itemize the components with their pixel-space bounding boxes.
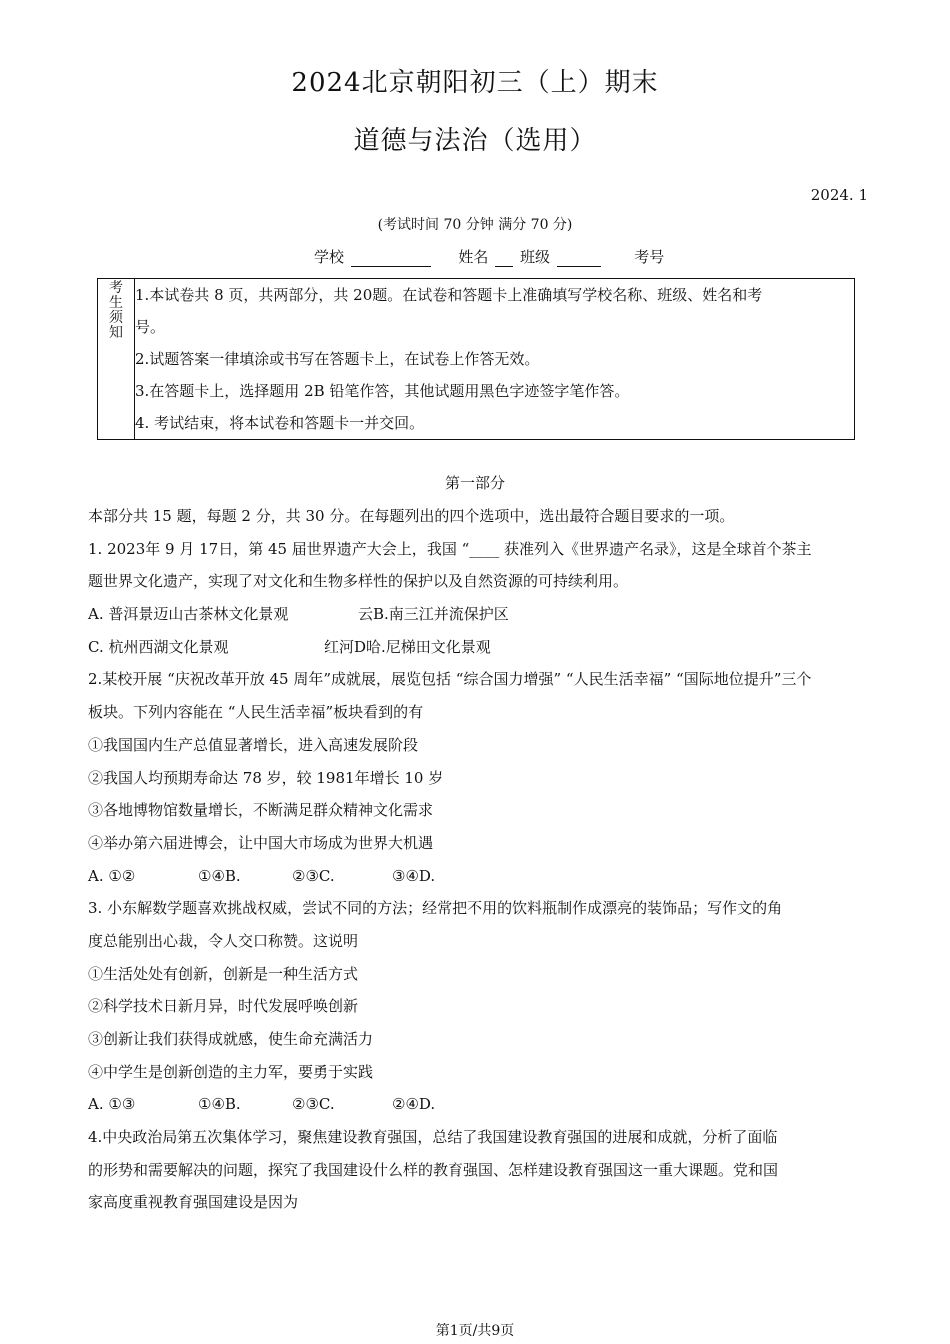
exam-date: 2024. 1 <box>810 186 868 204</box>
answer-options <box>88 1088 863 1121</box>
questions-body <box>88 500 863 1219</box>
answer-options <box>88 860 863 893</box>
answer-options <box>88 598 863 631</box>
option-d: 红河D哈.尼梯田文化景观 <box>324 637 491 656</box>
statement: ④中学生是创新创造的主力军，要勇于实践 <box>88 1062 374 1081</box>
question-text: 板块。下列内容能在 “人民生活幸福”板块看到的有 <box>88 703 424 722</box>
question-text: 1. 2023年 9 月 17日，第 45 届世界遗产大会上，我国 “____ 获准列入《世界遗产名录》，这是全球首个茶主 <box>88 539 812 558</box>
question-text: 题世界文化遗产，实现了对文化和生物多样性的保护以及自然资源的可持续利用。 <box>88 572 629 591</box>
question-text: 的形势和需要解决的问题，探究了我国建设什么样的教育强国、怎样建设教育强国这一重大课题。党和国 <box>88 1160 779 1179</box>
notice-item: 3.在答题卡上，选择题用 2B 铅笔作答，其他试题用黑色字迹签字笔作答。 <box>135 382 630 400</box>
answer-options <box>88 631 863 664</box>
exam-title: 2024北京朝阳初三（上）期末 <box>291 68 659 98</box>
option-a: A. ①② <box>88 866 136 885</box>
notice-side-label: 考 生 须 知 <box>98 279 135 439</box>
name-blank <box>495 250 513 267</box>
notice-item: 2.试题答案一律填涂或书写在答题卡上，在试卷上作答无效。 <box>135 350 540 368</box>
option-d: ③④D. <box>392 866 436 885</box>
student-notice-box <box>97 278 855 440</box>
school-blank <box>351 250 431 267</box>
option-d: ②④D. <box>392 1095 436 1114</box>
option-c: C. 杭州西湖文化景观 <box>88 637 229 656</box>
option-c: ②③C. <box>292 866 335 885</box>
exam-subject: 道德与法治（选用） <box>353 126 597 156</box>
question-text: 家高度重视教育强国建设是因为 <box>88 1193 299 1212</box>
option-a: A. 普洱景迈山古茶林文化景观 <box>88 605 289 624</box>
class-blank <box>557 250 601 267</box>
notice-item: 4. 考试结束，将本试卷和答题卡一并交回。 <box>135 414 425 432</box>
question-text: 2.某校开展 “庆祝改革开放 45 周年”成就展，展览包括 “综合国力增强” “人民生活幸福” “国际地位提升”三个 <box>88 670 812 689</box>
option-b: 云B.南三江并流保护区 <box>358 605 509 624</box>
section-title: 第一部分 <box>444 474 505 492</box>
statement: ①生活处处有创新，创新是一种生活方式 <box>88 964 359 983</box>
notice-list <box>135 279 853 439</box>
statement: ①我国国内生产总值显著增长，进入高速发展阶段 <box>88 735 419 754</box>
section-intro: 本部分共 15 题，每题 2 分，共 30 分。在每题列出的四个选项中，选出最符合题目要求的一项。 <box>88 507 735 525</box>
statement: ④举办第六届进博会，让中国大市场成为世界大机遇 <box>88 833 434 852</box>
notice-item: 号。 <box>135 318 166 336</box>
option-a: A. ①③ <box>88 1095 136 1114</box>
class-label: 班级 <box>519 248 550 266</box>
notice-item: 1.本试卷共 8 页，共两部分，共 20题。在试卷和答题卡上准确填写学校名称、班级、姓名和考 <box>135 286 763 304</box>
question-text: 3. 小东解数学题喜欢挑战权威，尝试不同的方法；经常把不用的饮料瓶制作成漂亮的装饰品；写作文的角 <box>88 899 783 918</box>
option-b: ①④B. <box>198 866 241 885</box>
student-info-fields <box>314 246 664 267</box>
statement: ③创新让我们获得成就感，使生命充满活力 <box>88 1030 374 1048</box>
option-c: ②③C. <box>292 1095 335 1114</box>
page-number: 第1页/共9页 <box>435 1323 515 1339</box>
option-b: ①④B. <box>198 1095 241 1114</box>
exam-time-score: (考试时间 70 分钟 满分 70 分) <box>377 217 573 233</box>
statement: ③各地博物馆数量增长，不断满足群众精神文化需求 <box>88 801 434 820</box>
question-text: 4.中央政治局第五次集体学习，聚焦建设教育强国，总结了我国建设教育强国的进展和成就，分析了面临 <box>88 1128 778 1147</box>
question-text: 度总能别出心裁，令人交口称赞。这说明 <box>88 931 359 950</box>
statement: ②我国人均预期寿命达 78 岁，较 1981年增长 10 岁 <box>88 768 444 787</box>
statement: ②科学技术日新月异，时代发展呼唤创新 <box>88 997 359 1016</box>
name-label: 姓名 <box>458 248 489 266</box>
school-label: 学校 <box>314 248 345 266</box>
exam-number-label: 考号 <box>634 248 665 266</box>
